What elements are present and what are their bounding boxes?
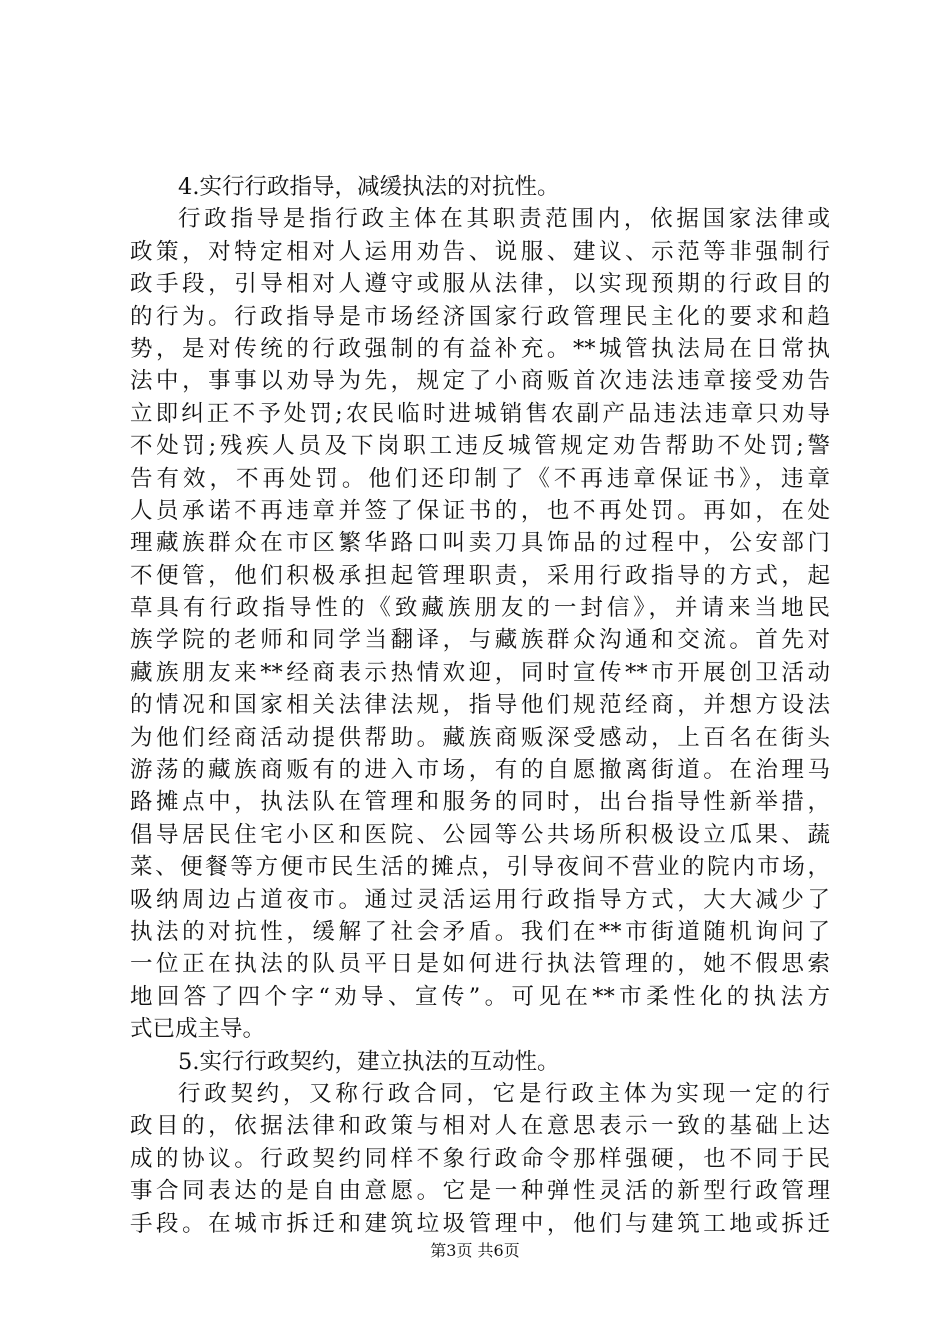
text-line: 4.实行行政指导，减缓执法的对抗性。 — [178, 174, 560, 200]
page-footer — [0, 1241, 950, 1261]
text-line: 为他们经商活动提供帮助。藏族商贩深受感动，上百名在街头 — [130, 724, 830, 751]
text-line: 人员承诺不再违章并签了保证书的，也不再处罚。再如，在处 — [130, 497, 830, 524]
text-line: 立即纠正不予处罚;农民临时进城销售农副产品违法违章只劝导 — [130, 400, 830, 427]
text-line: 势，是对传统的行政强制的有益补充。**城管执法局在日常执 — [130, 335, 830, 362]
text-line: 政目的，依据法律和政策与相对人在意思表示一致的基础上达 — [130, 1113, 830, 1140]
text-line: 的行为。行政指导是市场经济国家行政管理民主化的要求和趋 — [130, 303, 830, 330]
page-number: 第3页 共6页 — [430, 1241, 520, 1260]
text-line: 成的协议。行政契约同样不象行政命令那样强硬，也不同于民 — [130, 1145, 830, 1172]
text-line: 游荡的藏族商贩有的进入市场，有的自愿撤离街道。在治理马 — [130, 757, 830, 784]
text-line: 不便管，他们积极承担起管理职责，采用行政指导的方式，起 — [130, 562, 830, 589]
text-line: 政手段，引导相对人遵守或服从法律，以实现预期的行政目的 — [130, 271, 830, 298]
text-line: 不处罚;残疾人员及下岗职工违反城管规定劝告帮助不处罚;警 — [130, 433, 830, 460]
text-line: 菜、便餐等方便市民生活的摊点，引导夜间不营业的院内市场， — [130, 854, 830, 881]
text-line: 地回答了四个字“劝导、宣传”。可见在**市柔性化的执法方 — [130, 983, 830, 1010]
text-line: 草具有行政指导性的《致藏族朋友的一封信》，并请来当地民 — [130, 595, 830, 622]
text-line: 行政指导是指行政主体在其职责范围内，依据国家法律或 — [178, 206, 830, 233]
text-line: 告有效，不再处罚。他们还印制了《不再违章保证书》，违章 — [130, 465, 830, 492]
text-line: 手段。在城市拆迁和建筑垃圾管理中，他们与建筑工地或拆迁 — [130, 1210, 830, 1237]
text-line: 藏族朋友来**经商表示热情欢迎，同时宣传**市开展创卫活动 — [130, 659, 830, 686]
text-line: 吸纳周边占道夜市。通过灵活运用行政指导方式，大大减少了 — [130, 886, 830, 913]
text-line: 式已成主导。 — [130, 1016, 266, 1043]
text-line: 5.实行行政契约，建立执法的互动性。 — [178, 1048, 560, 1075]
text-line: 倡导居民住宅小区和医院、公园等公共场所积极设立瓜果、蔬 — [130, 821, 830, 848]
text-line: 执法的对抗性，缓解了社会矛盾。我们在**市街道随机询问了 — [130, 918, 830, 945]
document-body — [130, 171, 830, 1240]
text-line: 政策，对特定相对人运用劝告、说服、建议、示范等非强制行 — [130, 238, 830, 265]
text-line: 法中，事事以劝导为先，规定了小商贩首次违法违章接受劝告 — [130, 368, 830, 395]
text-line: 一位正在执法的队员平日是如何进行执法管理的，她不假思索 — [130, 951, 830, 978]
text-line: 理藏族群众在市区繁华路口叫卖刀具饰品的过程中，公安部门 — [130, 530, 830, 557]
text-line: 的情况和国家相关法律法规，指导他们规范经商，并想方设法 — [130, 692, 830, 719]
text-line: 事合同表达的是自由意愿。它是一种弹性灵活的新型行政管理 — [130, 1178, 830, 1205]
text-line: 路摊点中，执法队在管理和服务的同时，出台指导性新举措， — [130, 789, 830, 816]
text-line: 行政契约，又称行政合同，它是行政主体为实现一定的行 — [178, 1080, 830, 1107]
text-line: 族学院的老师和同学当翻译，与藏族群众沟通和交流。首先对 — [130, 627, 830, 654]
